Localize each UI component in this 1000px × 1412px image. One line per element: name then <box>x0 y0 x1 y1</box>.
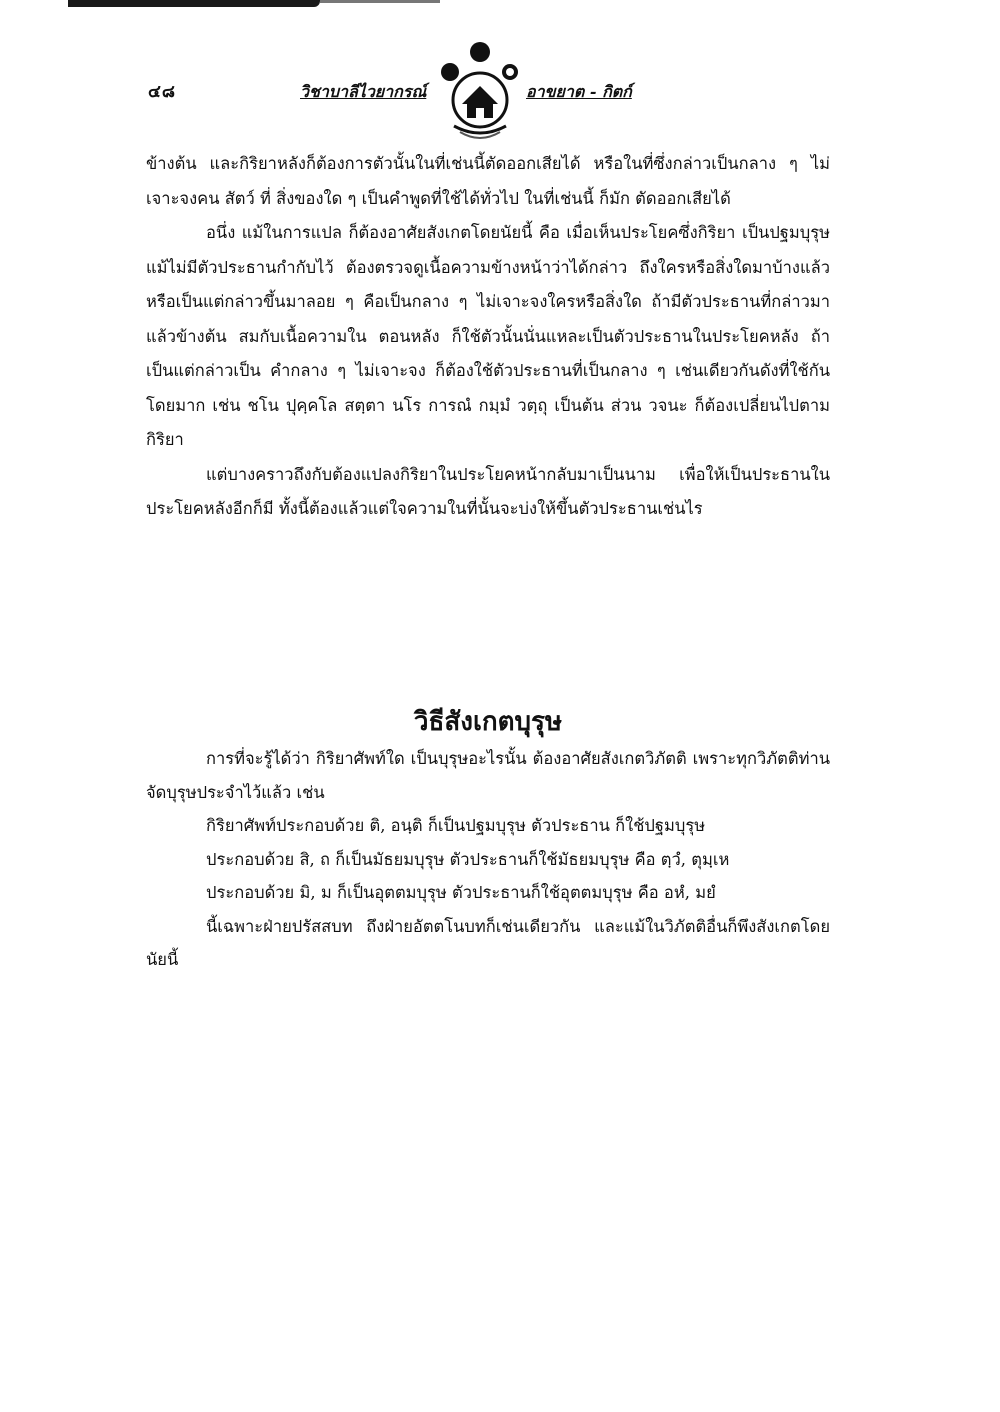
section-text <box>146 742 830 977</box>
paragraph: ข้างต้น และกิริยาหลังก็ต้องการตัวนั้นในที่เช่นนี้ตัดออกเสียได้ หรือในที่ซึ่งกล่าวเป็นกลาง ๆ ไม่เจาะจงคน สัตว์ ที่ สิ่งของใด ๆ เป็นคำพูดที่ใช้ได้ทั่วไป ในที่เช่นนี้ ก็มัก ตัดออกเสียได้ <box>146 154 830 208</box>
paragraph: ประกอบด้วย สิ, ถ ก็เป็นมัธยมบุรุษ ตัวประธานก็ใช้มัธยมบุรุษ คือ ตฺวํ, ตุมฺเห <box>206 849 730 869</box>
section-heading: วิธีสังเกตบุรุษ <box>413 706 563 737</box>
running-title-left: วิชาบาลีไวยากรณ์ <box>300 82 427 101</box>
paragraph: ประกอบด้วย มิ, ม ก็เป็นอุตตมบุรุษ ตัวประธานก็ใช้อุตตมบุรุษ คือ อหํ, มยํ <box>206 883 716 902</box>
body-text <box>146 147 830 527</box>
paragraph: กิริยาศัพท์ประกอบด้วย ติ, อนฺติ ก็เป็นปฐมบุรุษ ตัวประธาน ก็ใช้ปฐมบุรุษ <box>206 816 706 835</box>
paragraph: นี้เฉพาะฝ่ายปรัสสบท ถึงฝ่ายอัตตโนบทก็เช่นเดียวกัน และแม้ในวิภัตติอื่นก็พึงสังเกตโดยนัยนี้ <box>146 916 830 969</box>
scan-edge-mark-faint <box>320 0 440 3</box>
page-number: ๔๘ <box>148 82 176 102</box>
page-header <box>0 18 1000 138</box>
paragraph: อนึ่ง แม้ในการแปล ก็ต้องอาศัยสังเกตโดยนัยนี้ คือ เมื่อเห็นประโยคซึ่งกิริยา เป็นปฐมบุรุษ แม้ไม่มีตัวประธานกำกับไว้ ต้องตรวจดูเนื้อความข้างหน้าว่าได้กล่าว ถึงใครหรือสิ่งใดมาบ้างแล้ว หรือเป็นแต่กล่าวขึ้นมาลอย ๆ คือเป็นกลาง ๆ ไม่เจาะจงใครหรือสิ่งใด ถ้ามีตัวประธานที่กล่าวมาแล้วข้างต้น สมกับเนื้อความใน ตอนหลัง ก็ใช้ตัวนั้นนั่นแหละเป็นตัวประธานในประโยคหลัง ถ้าเป็นแต่กล่าวเป็น คำกลาง ๆ ไม่เจาะจง ก็ต้องใช้ตัวประธานที่เป็นกลาง ๆ เช่นเดียวกันดังที่ใช้กัน โดยมาก เช่น ชโน ปุคฺคโล สตฺตา นโร การณํ กมฺมํ วตฺถุ เป็นต้น ส่วน วจนะ ก็ต้องเปลี่ยนไปตามกิริยา <box>146 223 830 449</box>
emblem-logo <box>436 40 524 144</box>
running-title-right: อาขยาต - กิตก์ <box>526 82 632 101</box>
paragraph: การที่จะรู้ได้ว่า กิริยาศัพท์ใด เป็นบุรุษอะไรนั้น ต้องอาศัยสังเกตวิภัตติ เพราะทุกวิภัตติท่านจัดบุรุษประจำไว้แล้ว เช่น <box>146 749 830 802</box>
scan-edge-mark <box>68 0 320 7</box>
paragraph: แต่บางคราวถึงกับต้องแปลงกิริยาในประโยคหน้ากลับมาเป็นนาม เพื่อให้เป็นประธานในประโยคหลังอีกก็มี ทั้งนี้ต้องแล้วแต่ใจความในที่นั้นจะบ่งให้ขึ้นตัวประธานเช่นไร <box>146 464 830 518</box>
